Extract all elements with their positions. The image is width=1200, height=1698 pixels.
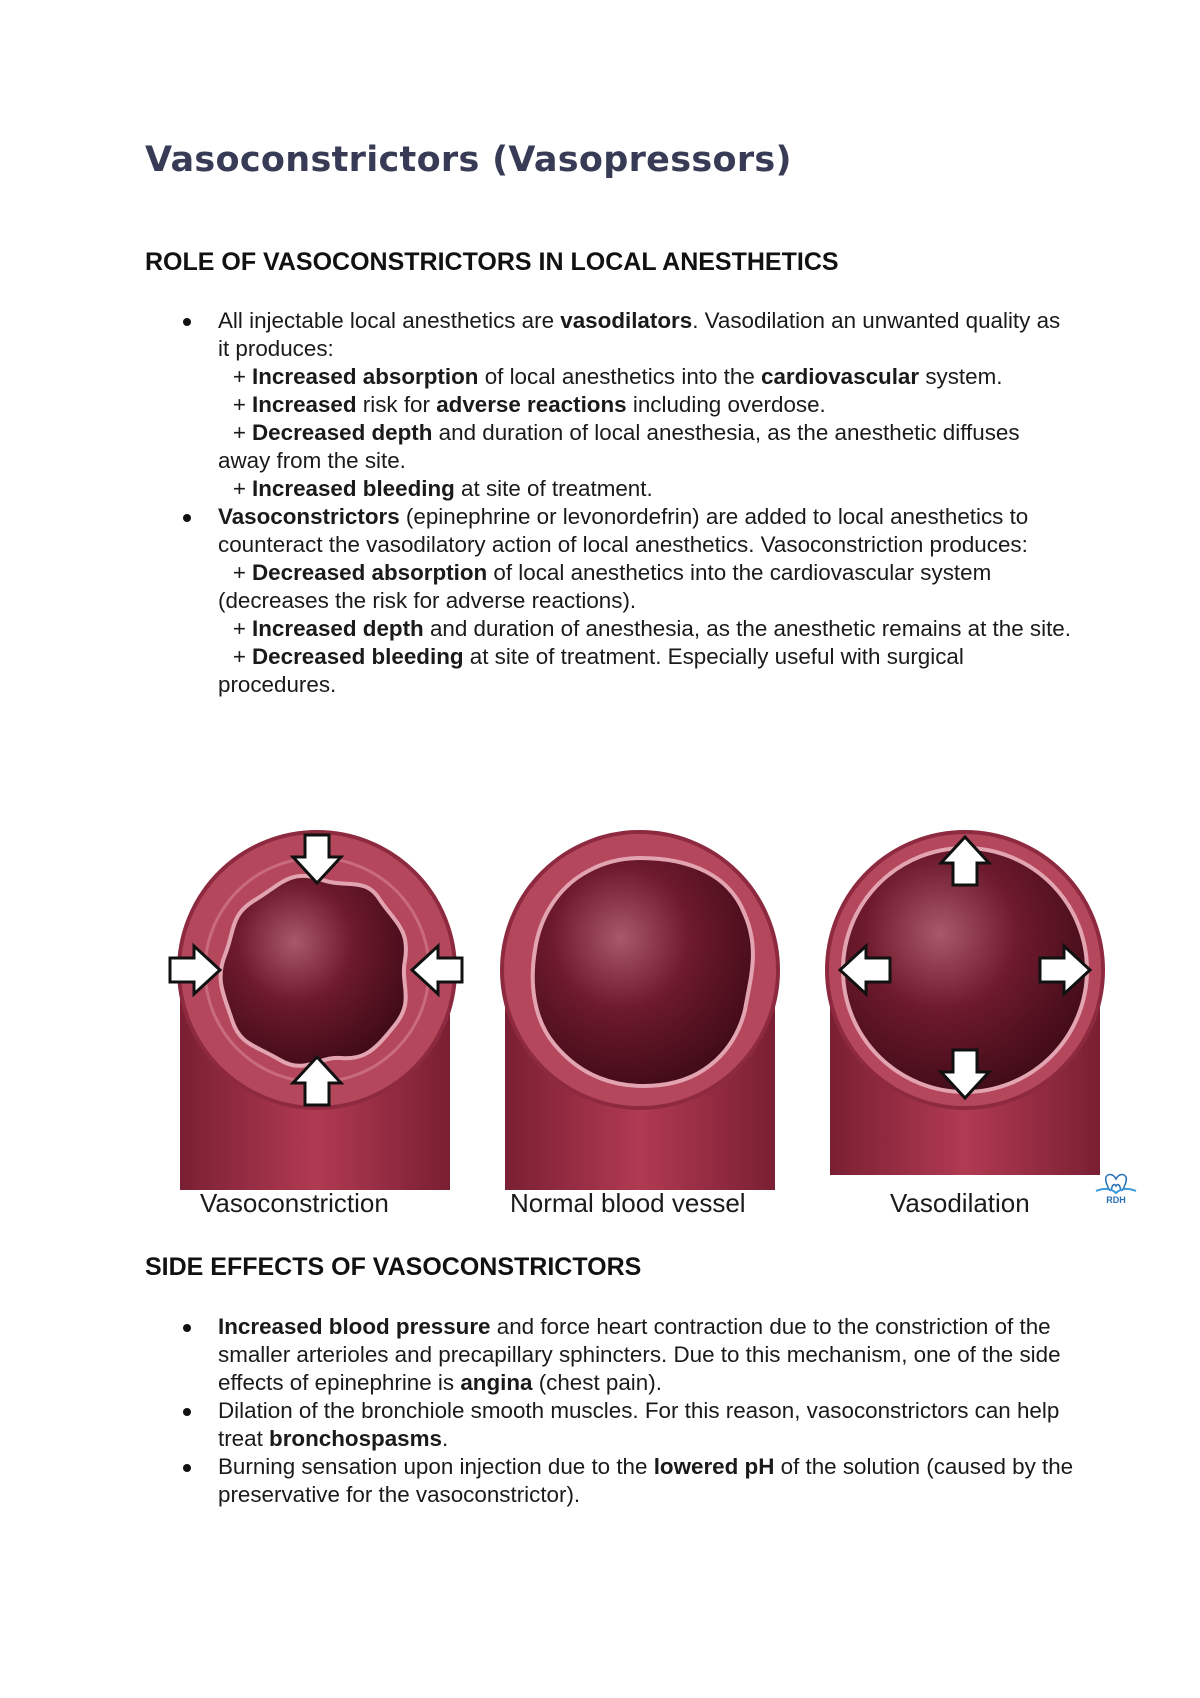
tooth-book-logo-icon (1088, 1173, 1144, 1197)
bold-term: adverse reactions (436, 392, 627, 417)
text-run: and force heart contraction due to the constriction of the smaller arterioles and precapillary sphincters. Due to this mechanism, one of the side effects of epinephrine is (218, 1314, 1061, 1395)
bold-term: Decreased depth (252, 420, 433, 445)
bold-term: vasodilators (560, 308, 693, 333)
text-run: of local anesthetics into the (478, 364, 762, 389)
normal-vessel (502, 832, 778, 1190)
plus-marker: + (232, 476, 246, 501)
caption-vasoconstriction: Vasoconstriction (200, 1188, 389, 1218)
text-run: (epinephrine or levonordefrin) are added to local anesthetics to counteract the vasodilatory action of local anesthetics. Vasoconstriction produces: (218, 504, 1029, 557)
plus-marker: + (232, 644, 246, 669)
list-item (145, 1313, 1075, 1397)
text-run: and duration of anesthesia, as the anesthetic remains at the site. (423, 616, 1071, 641)
plus-marker: + (232, 364, 246, 389)
sub-point (218, 391, 1075, 419)
section-heading-side-effects: SIDE EFFECTS OF VASOCONSTRICTORS (145, 1253, 642, 1281)
logo-text: RDH (1106, 1195, 1126, 1205)
page-title: Vasoconstrictors (Vasopressors) (145, 140, 792, 180)
plus-marker: + (232, 392, 246, 417)
bold-term: Vasoconstrictors (218, 504, 400, 529)
role-bullet-list (145, 307, 1075, 699)
text-run: Dilation of the bronchiole smooth muscles. For this reason, vasoconstrictors can help treat (218, 1398, 1060, 1451)
plus-marker: + (232, 420, 246, 445)
plus-marker: + (232, 616, 246, 641)
text-run: system. (919, 364, 1003, 389)
vasoconstriction-vessel (170, 832, 462, 1190)
section-heading-role: ROLE OF VASOCONSTRICTORS IN LOCAL ANESTHETICS (145, 248, 839, 276)
bold-term: Decreased absorption (252, 560, 488, 585)
bold-term: Increased (252, 392, 357, 417)
plus-marker: + (232, 560, 246, 585)
sub-point (218, 419, 1075, 475)
bold-term: bronchospasms (269, 1426, 442, 1451)
vessel-illustration (160, 830, 1150, 1220)
bold-term: angina (460, 1370, 533, 1395)
text-run: . (441, 1426, 449, 1451)
text-run: (chest pain). (532, 1370, 662, 1395)
text-run: Burning sensation upon injection due to the (218, 1454, 654, 1479)
bold-term: Decreased bleeding (252, 644, 464, 669)
list-item (145, 1453, 1075, 1509)
text-run: . Vasodilation an unwanted quality as it produces: (218, 308, 1061, 361)
bold-term: Increased absorption (252, 364, 479, 389)
list-item (145, 307, 1075, 503)
rdh-logo (1088, 1173, 1144, 1209)
text-run: All injectable local anesthetics are (218, 308, 561, 333)
vessel-diagram (160, 830, 1150, 1190)
sub-point (218, 615, 1075, 643)
text-run: including overdose. (626, 392, 826, 417)
text-run: risk for (356, 392, 437, 417)
bullet-dot-icon (183, 514, 191, 522)
bullet-dot-icon (183, 1464, 191, 1472)
sub-point (218, 643, 1075, 699)
text-run: of the solution (caused by the preservative for the vasoconstrictor). (218, 1454, 1074, 1507)
sub-point (218, 475, 1075, 503)
constricted-lumen-shape (221, 876, 406, 1066)
side-effects-bullet-list (145, 1313, 1075, 1509)
bold-term: Increased depth (252, 616, 424, 641)
bullet-dot-icon (183, 1324, 191, 1332)
sub-point (218, 559, 1075, 615)
bold-term: Increased bleeding (252, 476, 455, 501)
sub-point (218, 363, 1075, 391)
vasodilation-vessel (827, 832, 1103, 1175)
text-run: and duration of local anesthesia, as the anesthetic diffuses away from the site. (218, 420, 1020, 473)
bullet-dot-icon (183, 318, 191, 326)
list-item (145, 503, 1075, 699)
bold-term: Increased blood pressure (218, 1314, 491, 1339)
text-run: of local anesthetics into the cardiovascular system (decreases the risk for adverse reactions). (218, 560, 992, 613)
list-item (145, 1397, 1075, 1453)
caption-vasodilation: Vasodilation (890, 1188, 1030, 1218)
bold-term: lowered pH (653, 1454, 775, 1479)
bullet-dot-icon (183, 1408, 191, 1416)
text-run: at site of treatment. Especially useful with surgical procedures. (218, 644, 964, 697)
text-run: at site of treatment. (454, 476, 653, 501)
bold-term: cardiovascular (761, 364, 920, 389)
caption-normal-blood-vessel: Normal blood vessel (510, 1188, 746, 1218)
normal-lumen-shape (533, 858, 753, 1086)
